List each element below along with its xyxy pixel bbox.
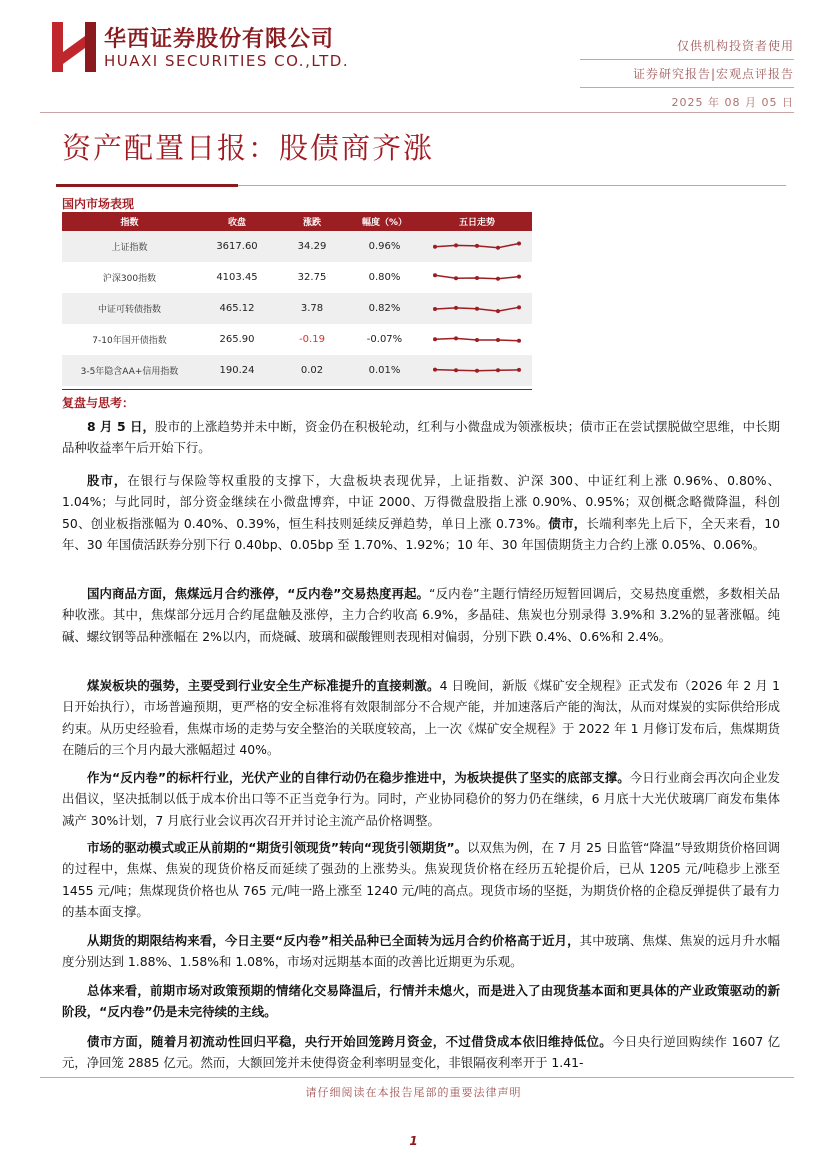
trend-point: [517, 338, 521, 342]
paragraph-text: “反内卷”主题行情经历短暂回调后，交易热度重燃，多数相关品种收涨。其中，焦煤部分远月合约尾盘触及涨停，主力合约收高 6.9%，多晶硅、焦炭也分别录得 3.9%和 3.2%的显著涨幅。纯碱、螺纹钢等品种涨幅在 2%以内，而烧碱、玻璃和碳酸锂则表现相对偏弱，分别下跌 0.4%、0.6%和 2.4%。: [62, 586, 780, 644]
table-row: [62, 324, 532, 355]
paragraph-lead: 8 月 5 日，: [87, 419, 156, 434]
pct-value: 0.80%: [368, 272, 401, 283]
paragraph-lead: 总体来看，前期市场对政策预期的情绪化交易降温后，行情并未熄火，而是进入了由现货基本面和更具体的产业政策驱动的新阶段，“反内卷”仍是未完待续的主线。: [62, 983, 780, 1020]
footer-divider: [40, 1077, 794, 1078]
trend-point: [475, 338, 479, 342]
paragraph-lead: 市场的驱动模式或正从前期的“期货引领现货”转向“现货引领期货”。: [87, 840, 468, 855]
trend-cell: [422, 262, 532, 293]
trend-point: [496, 245, 500, 249]
paragraph-lead: 煤炭板块的强势，主要受到行业安全生产标准提升的直接刺激。: [87, 678, 440, 693]
close-value: 4103.45: [216, 272, 258, 283]
paragraph-text: 4 日晚间，新版《煤矿安全规程》正式发布（2026 年 2 月 1 日开始执行），市场普遍预期，更严格的安全标准将有效限制部分不合规产能，并加速落后产能的淘汰，从而对煤炭的实际供给形成约束。从历史经验看，焦煤市场的走势与安全整治的关联度较高，上一次《煤矿安全规程》于 2022 年 1 月修订发布后，焦煤期货在随后的三个月内最大涨幅超过 40%。: [62, 678, 780, 758]
trend-point: [517, 241, 521, 245]
table-row: [62, 293, 532, 324]
paragraph-lead: 作为“反内卷”的标杆行业，光伏产业的自律行动仍在稳步推进中，为板块提供了坚实的底部支撑。: [87, 770, 630, 785]
trend-point: [454, 276, 458, 280]
paragraph: [62, 980, 780, 1023]
review-label: 复盘与思考：: [62, 396, 135, 410]
company-name-cn: 华西证券股份有限公司: [104, 27, 335, 52]
trend-cell: [422, 293, 532, 324]
close-value: 3617.60: [197, 231, 277, 262]
paragraph: [62, 930, 780, 973]
trend-point: [496, 309, 500, 313]
close-value: 265.90: [219, 334, 255, 345]
page-number: 1: [409, 1134, 418, 1148]
paragraph-text: 今日央行逆回购续作 1607 亿元，净回笼 2885 亿元。然而，大额回笼并未使得资金利率明显变化，非银隔夜利率开于 1.41-: [62, 1034, 780, 1071]
paragraph: [62, 837, 780, 923]
paragraph: [62, 767, 780, 831]
paragraph-text: 其中玻璃、焦煤、焦炭的远月升水幅度分别达到 1.88%、1.58%和 1.08%，市场对远期基本面的改善比近期更为乐观。: [62, 933, 780, 970]
close-value: 465.12: [197, 293, 277, 324]
trend-point: [475, 306, 479, 310]
table-bottom-rule: [62, 389, 532, 390]
pct-value: 0.96%: [347, 231, 422, 262]
trend-sparkline: [431, 236, 523, 258]
trend-sparkline: [431, 329, 523, 351]
paragraph-text: 股市的上涨趋势并未中断，资金仍在积极轮动，红利与小微盘成为领涨板块；债市正在尝试摆脱做空思维，中长期品种收益率午后开始下行。: [62, 419, 781, 456]
index-name: 沪深300指数: [102, 274, 157, 284]
report-category: 证券研究报告|宏观点评报告: [632, 67, 794, 81]
column-header: 幅度（%）: [347, 212, 422, 231]
table-row: [62, 262, 532, 293]
paragraph: [62, 675, 780, 761]
trend-cell: [422, 355, 532, 386]
index-name: 中证可转债指数: [62, 293, 197, 324]
trend-cell: [422, 324, 532, 355]
table-row: [62, 231, 532, 262]
trend-point: [517, 305, 521, 309]
company-name-en: HUAXI SECURITIES CO.,LTD.: [104, 52, 350, 70]
trend-point: [496, 368, 500, 372]
trend-point: [496, 338, 500, 342]
market-table: [62, 212, 532, 386]
index-name: 3-5年隐含AA+信用指数: [62, 355, 197, 386]
trend-point: [433, 367, 437, 371]
header-divider: [580, 59, 794, 60]
trend-point: [475, 276, 479, 280]
huaxi-logo-icon: [52, 22, 96, 72]
pct-value: 0.82%: [347, 293, 422, 324]
trend-sparkline: [431, 298, 523, 320]
trend-point: [454, 336, 458, 340]
pct-value: 0.01%: [347, 355, 422, 386]
trend-point: [433, 337, 437, 341]
change-value: 32.75: [297, 272, 327, 283]
index-name: 上证指数: [62, 231, 197, 262]
close-value: 190.24: [197, 355, 277, 386]
date-divider: [40, 112, 794, 113]
legal-note: 请仔细阅读在本报告尾部的重要法律声明: [305, 1086, 522, 1099]
change-value: -0.19: [299, 334, 325, 345]
trend-point: [475, 368, 479, 372]
paragraph-text: 长端利率先上后下，全天来看，10 年、30 年国债活跃券分别下行 0.40bp、0.05bp 至 1.70%、1.92%；10 年、30 年国债期货主力合约上涨 0.05%、0.06%。: [62, 515, 780, 553]
trend-sparkline: [431, 360, 523, 382]
title-rule: [56, 184, 238, 187]
change-value: 3.78: [277, 293, 347, 324]
trend-point: [496, 276, 500, 280]
column-header: 五日走势: [422, 212, 532, 231]
page-title: 资产配置日报：股债商齐涨: [62, 131, 435, 165]
trend-point: [433, 307, 437, 311]
trend-point: [517, 274, 521, 278]
paragraph-text: 今日行业商会再次向企业发出倡议，坚决抵制以低于成本价出口等不正当竞争行为。同时，产业协同稳价的努力仍在继续，6 月底十大光伏玻璃厂商发布集体减产 30%计划，7 月底行业会议再次召开并讨论主流产品价格调整。: [62, 770, 780, 828]
trend-point: [454, 305, 458, 309]
trend-point: [454, 368, 458, 372]
paragraph-lead: 股市，: [87, 473, 128, 488]
trend-point: [475, 243, 479, 247]
trend-cell: [422, 231, 532, 262]
trend-point: [454, 243, 458, 247]
index-name: 7-10年国开债指数: [92, 336, 167, 346]
trend-point: [433, 273, 437, 277]
paragraph-text: 以双焦为例，在 7 月 25 日监管“降温”导致期货价格回调的过程中，焦煤、焦炭的现货价格反而延续了强劲的上涨势头。焦炭现货价格在经历五轮提价后，已从 1205 元/吨稳步上涨至 1455 元/吨；焦煤现货价格也从 765 元/吨一路上涨至 1240 元/吨的高点。现货市场的坚挺，为期货价格的企稳反弹提供了最有力的基本面支撑。: [62, 840, 781, 920]
change-value: 0.02: [277, 355, 347, 386]
trend-point: [433, 244, 437, 248]
table-header-row: [62, 212, 532, 231]
paragraph-lead: 国内商品方面，焦煤远月合约涨停，“反内卷”交易热度再起。: [87, 586, 430, 601]
column-header: 收盘: [197, 212, 277, 231]
paragraph: [62, 583, 780, 647]
paragraph-lead: 从期货的期限结构来看，今日主要“反内卷”相关品种已全面转为远月合约价格高于近月，: [87, 933, 580, 948]
paragraph: [62, 1031, 780, 1074]
trend-point: [517, 367, 521, 371]
paragraph-text: 在银行与保险等权重股的支撑下，大盘板块表现优异，上证指数、沪深 300、中证红利上涨 0.96%、0.80%、1.04%；与此同时，部分资金继续在小微盘博弈，中证 2000、万得微盘股指上涨 0.90%、0.95%；双创概念略微降温，科创 50、创业板指涨幅为 0.40%、0.39%，恒生科技则延续反弹趋势，单日上涨 0.73%。: [62, 473, 780, 531]
column-header: 指数: [62, 212, 197, 231]
table-row: [62, 355, 532, 386]
header-divider: [580, 87, 794, 88]
paragraph: [62, 470, 780, 556]
report-date: 2025 年 08 月 05 日: [671, 96, 794, 109]
investor-note: 仅供机构投资者使用: [676, 39, 794, 53]
change-value: 34.29: [277, 231, 347, 262]
pct-value: -0.07%: [366, 334, 403, 345]
column-header: 涨跌: [277, 212, 347, 231]
paragraph-lead: 债市，: [548, 515, 587, 531]
paragraph: [62, 416, 780, 459]
trend-sparkline: [431, 267, 523, 289]
section-label: 国内市场表现: [62, 197, 135, 211]
title-rule: [238, 185, 786, 186]
paragraph-lead: 债市方面，随着月初流动性回归平稳，央行开始回笼跨月资金，不过借贷成本依旧维持低位。: [87, 1034, 613, 1049]
